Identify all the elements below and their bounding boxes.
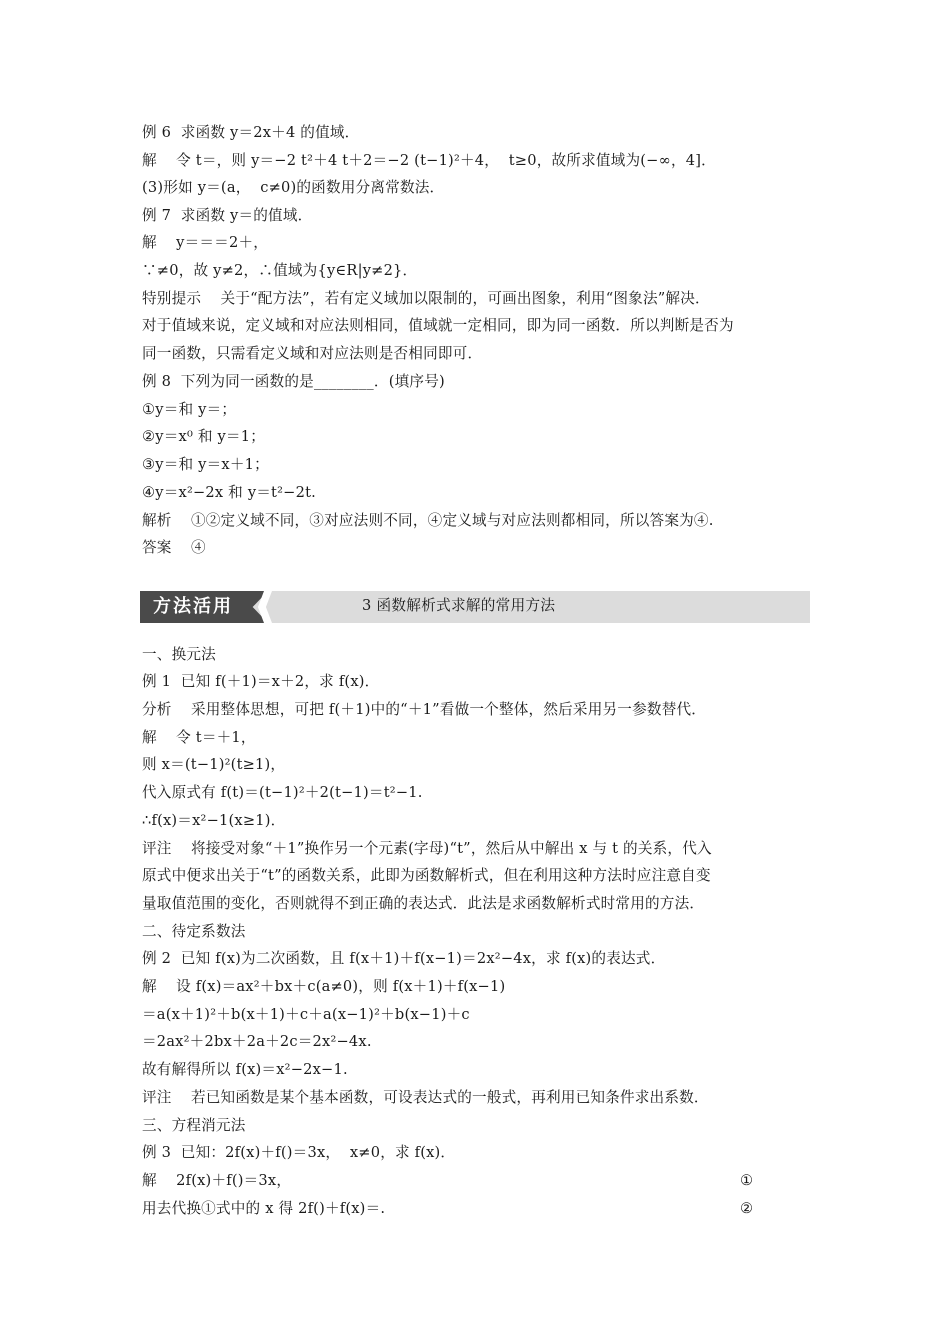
equation-number: ① xyxy=(740,1172,754,1189)
text-line: ③y＝和 y＝x＋1； xyxy=(142,456,269,473)
text-line: 答案 ④ xyxy=(142,539,206,556)
text-line: ④y＝x²−2x 和 y＝t²−2t. xyxy=(142,484,316,501)
text-line: 例 6 求函数 y＝2x＋4 的值域． xyxy=(142,124,360,141)
text-line: ＝2ax²＋2bx＋2a＋2c＝2x²−4x. xyxy=(142,1033,372,1050)
text-line: 解 2f(x)＋f()＝3x， xyxy=(142,1172,292,1189)
text-line: 一、换元法 xyxy=(142,646,216,663)
section-banner xyxy=(140,591,810,623)
text-line: 例 8 下列为同一函数的是________．(填序号) xyxy=(142,373,445,390)
text-line: 特别提示 关于“配方法”，若有定义域加以限制的，可画出图象，利用“图象法”解决． xyxy=(142,290,710,307)
text-line: ∴f(x)＝x²−1(x≥1)． xyxy=(142,812,286,829)
text-line: 则 x＝(t−1)²(t≥1)， xyxy=(142,756,286,773)
text-line: ∵≠0，故 y≠2，∴值域为{y∈R|y≠2}． xyxy=(142,262,418,279)
text-line: 例 3 已知：2f(x)＋f()＝3x， x≠0，求 f(x)． xyxy=(142,1144,456,1161)
section-title: 3 函数解析式求解的常用方法 xyxy=(362,597,556,614)
text-line: 二、待定系数法 xyxy=(142,923,246,940)
text-line: 例 7 求函数 y＝的值域． xyxy=(142,207,313,224)
text-line: 解 令 t＝＋1， xyxy=(142,729,256,746)
text-line: 故有解得所以 f(x)＝x²−2x−1. xyxy=(142,1061,348,1078)
text-line: 量取值范围的变化，否则就得不到正确的表达式．此法是求函数解析式时常用的方法． xyxy=(142,895,705,912)
text-line: 解 y＝＝＝2＋， xyxy=(142,234,269,251)
text-line: 同一函数，只需看定义域和对应法则是否相同即可． xyxy=(142,345,483,362)
text-line: 例 2 已知 f(x)为二次函数，且 f(x＋1)＋f(x−1)＝2x²−4x，求 f(x)的表达式． xyxy=(142,950,666,967)
text-line: (3)形如 y＝(a， c≠0)的函数用分离常数法． xyxy=(142,179,445,196)
text-line: 评注 将接受对象“＋1”换作另一个元素(字母)“t”，然后从中解出 x 与 t 的关系，代入 xyxy=(142,840,712,857)
text-line: 原式中便求出关于“t”的函数关系，此即为函数解析式，但在利用这种方法时应注意自变 xyxy=(142,867,711,884)
text-line: 代入原式有 f(t)＝(t−1)²＋2(t−1)＝t²−1. xyxy=(142,784,423,801)
text-line: 分析 采用整体思想，可把 f(＋1)中的“＋1”看做一个整体，然后采用另一参数替代． xyxy=(142,701,707,718)
text-line: 解 设 f(x)＝ax²＋bx＋c(a≠0)，则 f(x＋1)＋f(x−1) xyxy=(142,978,506,995)
text-line: 解析 ①②定义域不同，③对应法则不同，④定义域与对应法则都相同，所以答案为④. xyxy=(142,512,714,529)
equation-number: ② xyxy=(740,1200,754,1217)
text-line: ②y＝x⁰ 和 y＝1； xyxy=(142,428,265,445)
text-line: ＝a(x＋1)²＋b(x＋1)＋c＋a(x−1)²＋b(x−1)＋c xyxy=(142,1006,470,1023)
text-line: 评注 若已知函数是某个基本函数，可设表达式的一般式，再利用已知条件求出系数． xyxy=(142,1089,709,1106)
text-line: ①y＝和 y＝； xyxy=(142,401,237,418)
text-line: 例 1 已知 f(＋1)＝x＋2，求 f(x)． xyxy=(142,673,380,690)
text-line: 三、方程消元法 xyxy=(142,1117,246,1134)
text-line: 解 令 t＝，则 y＝−2 t²＋4 t＋2＝−2 (t−1)²＋4， t≥0，故所求值域为(−∞，4]． xyxy=(142,152,716,169)
text-line: 用去代换①式中的 x 得 2f()＋f(x)＝. xyxy=(142,1200,386,1217)
text-line: 对于值域来说，定义域和对应法则相同，值域就一定相同，即为同一函数．所以判断是否为 xyxy=(142,317,734,334)
banner-tag-label: 方法活用 xyxy=(153,596,233,617)
